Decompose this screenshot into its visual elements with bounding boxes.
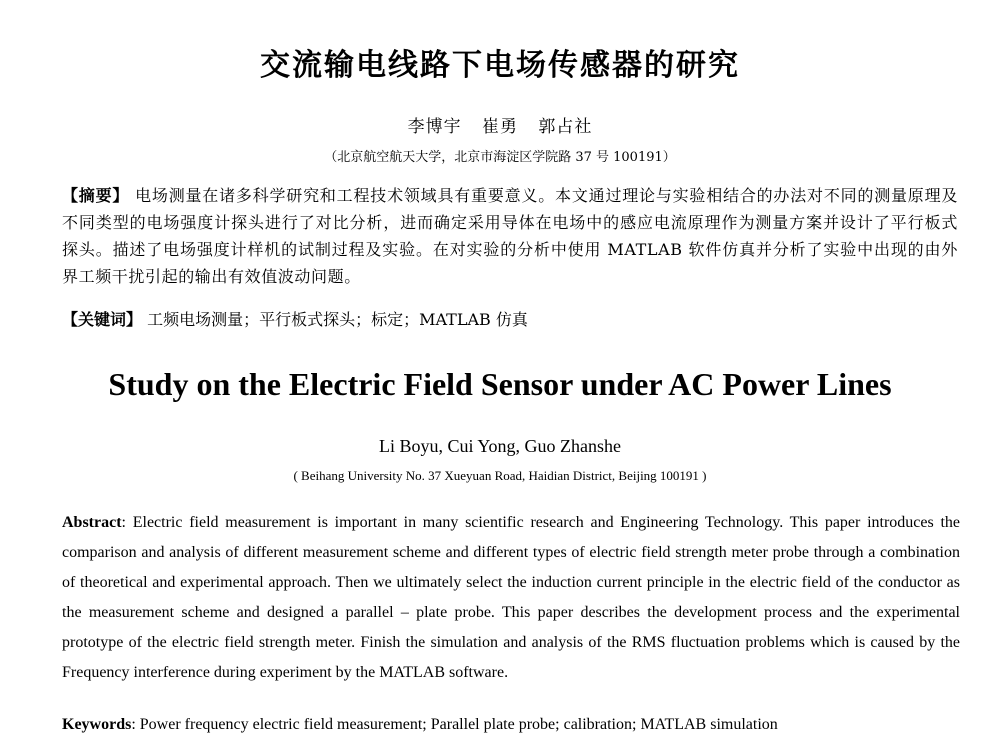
english-keywords [62, 710, 960, 740]
chinese-abstract-text: 电场测量在诸多科学研究和工程技术领域具有重要意义。本文通过理论与实验相结合的办法对不同的测量原理及不同类型的电场强度计探头进行了对比分析，进而确定采用导体在电场中的感应电流原理作为测量方案并设计了平行板式探头。描述了电场强度计样机的试制过程及实验。在对实验的分析中使用 MATLAB 软件仿真并分析了实验中出现的由外界工频干扰引起的输出有效值波动问题。 [62, 186, 959, 286]
chinese-authors: 李博宇 崔勇 郭占社 [407, 117, 593, 137]
english-abstract-text: : Electric field measurement is important in many scientific research and Engineering Technology. This paper introduces the comparison and analysis of different measurement scheme and different types of electric field strength meter probe through a combination of theoretical and experimental approach. Then we ultimately select the induction current principle in the electric field of the conductor as the measurement scheme and designed a parallel – plate probe. This paper describes the development process and the experimental prototype of the electric field strength meter. Finish the simulation and analysis of the RMS fluctuation problems which is caused by the Frequency interference during experiment by the MATLAB software. [62, 514, 960, 681]
english-authors: Li Boyu, Cui Yong, Guo Zhanshe [378, 436, 621, 456]
english-title: Study on the Electric Field Sensor under AC Power Lines [108, 366, 892, 402]
chinese-keywords-tag: 【关键词】 [62, 310, 143, 329]
chinese-affiliation: （北京航空航天大学，北京市海淀区学院路 37 号 100191） [324, 150, 676, 165]
english-abstract [62, 508, 960, 688]
chinese-keywords [62, 306, 958, 333]
chinese-title: 交流输电线路下电场传感器的研究 [260, 48, 740, 83]
english-keywords-text: : Power frequency electric field measurement; Parallel plate probe; calibration; MATLAB simulation [131, 716, 778, 733]
chinese-abstract-tag: 【摘要】 [62, 186, 130, 205]
english-affiliation: ( Beihang University No. 37 Xueyuan Road, Haidian District, Beijing 100191 ) [293, 468, 707, 483]
chinese-keywords-text: 工频电场测量；平行板式探头；标定；MATLAB 仿真 [147, 310, 528, 329]
english-abstract-tag: Abstract [62, 514, 122, 531]
english-keywords-tag: Keywords [62, 716, 132, 733]
chinese-abstract [62, 182, 958, 290]
